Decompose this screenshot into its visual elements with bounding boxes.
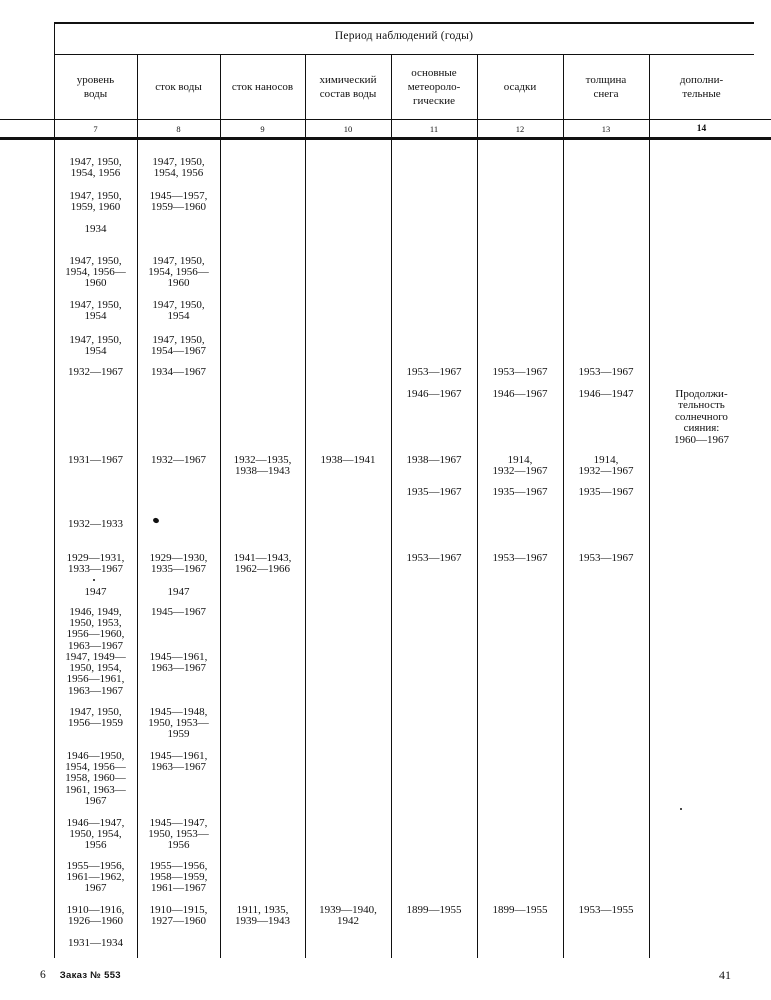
table-cell: 1935—1967: [492, 486, 548, 498]
column-header: осадки: [503, 81, 537, 93]
table-cell: 1955—1956, 1961—1962, 1967: [66, 860, 125, 895]
table-cell: 1910—1916, 1926—1960: [66, 904, 125, 928]
table-cell: 1946—1967: [406, 388, 462, 400]
table-cell: 1945—1961, 1963—1967: [149, 750, 208, 774]
table-cell: 1914, 1932—1967: [492, 454, 548, 478]
table-cell: 1945—1961, 1963—1967: [149, 651, 208, 675]
table-cell: 1946—1947: [578, 388, 634, 400]
table-cell: 1947, 1950, 1959, 1960: [69, 190, 122, 214]
table-cell: 1953—1967: [492, 552, 548, 564]
table-cell: 1931—1967: [68, 454, 123, 466]
column-number: 11: [429, 123, 439, 134]
table-cell: 1946—1967: [492, 388, 548, 400]
column-number: 10: [343, 123, 353, 134]
table-cell: 1935—1967: [578, 486, 634, 498]
body-column-divider: [649, 140, 650, 958]
column-number: 8: [176, 123, 181, 134]
column-header: химический состав воды: [319, 74, 377, 100]
table-cell: 1935—1967: [406, 486, 462, 498]
table-cell: 1953—1955: [578, 904, 634, 916]
table-cell: 1938—1967: [406, 454, 462, 466]
table-cell: 1947: [167, 586, 190, 598]
page-footer-left: [40, 969, 121, 981]
table-cell: 1947, 1950, 1954: [69, 334, 122, 358]
table-cell: 1929—1931, 1933—1967: [66, 552, 125, 576]
column-header: основные метеороло- гические: [407, 67, 461, 107]
page-number: 41: [719, 968, 731, 982]
table-cell: 1899—1955: [492, 904, 548, 916]
column-header: уровень воды: [76, 74, 115, 100]
table-cell: 1911, 1935, 1939—1943: [235, 904, 290, 928]
table-cell: 1932—1967: [68, 366, 123, 378]
header-bottom-rule: [0, 137, 771, 140]
table-cell: 1932—1933: [68, 518, 123, 530]
body-column-divider: [391, 140, 392, 958]
table-cell: 1947, 1950, 1954: [152, 299, 205, 323]
column-number: 13: [601, 123, 611, 134]
table-cell: 1934: [84, 223, 107, 235]
table-cell: Продолжи- тельность солнечного сияния: 1960—1967: [674, 388, 729, 446]
table-cell: 1914, 1932—1967: [578, 454, 634, 478]
table-cell: 1931—1934: [68, 937, 123, 949]
table-cell: 1953—1967: [578, 366, 634, 378]
table-cell: 1953—1967: [406, 366, 462, 378]
table-cell: 1953—1967: [492, 366, 548, 378]
table-cell: 1945—1967: [151, 606, 206, 618]
print-mark: [680, 808, 682, 810]
table-cell: 1945—1957, 1959—1960: [149, 190, 208, 214]
table-cell: 1932—1935, 1938—1943: [233, 454, 292, 478]
signature-mark: 6: [40, 969, 46, 981]
column-number-rule: [0, 119, 771, 120]
table-cell: 1941—1943, 1962—1966: [233, 552, 292, 576]
table-cell: 1955—1956, 1958—1959, 1961—1967: [149, 860, 208, 895]
table-cell: 1947, 1950, 1954, 1956: [69, 156, 122, 180]
column-number: 14: [696, 123, 707, 134]
column-header: толщина снега: [585, 74, 627, 100]
table-cell: 1946, 1949, 1950, 1953, 1956—1960, 1963—1967: [66, 606, 125, 652]
table-cell: 1938—1941: [320, 454, 376, 466]
table-cell: 1947, 1950, 1954: [69, 299, 122, 323]
column-number: 12: [515, 123, 525, 134]
table-cell: 1934—1967: [151, 366, 206, 378]
table-cell: 1932—1967: [151, 454, 206, 466]
print-mark: [152, 517, 159, 524]
table-top-rule: [54, 22, 754, 24]
column-header: сток наносов: [231, 81, 294, 93]
observation-period-title: Период наблюдений (годы): [334, 30, 474, 42]
table-cell: 1947, 1950, 1956—1959: [68, 706, 123, 730]
table-cell: 1953—1967: [578, 552, 634, 564]
table-cell: 1946—1950, 1954, 1956— 1958, 1960— 1961, 1963— 1967: [65, 750, 126, 807]
column-header: сток воды: [155, 81, 202, 93]
body-column-divider: [305, 140, 306, 958]
table-cell: 1947, 1949— 1950, 1954, 1956—1961, 1963—1967: [65, 651, 126, 697]
table-cell: 1910—1915, 1927—1960: [149, 904, 208, 928]
column-header: дополни- тельные: [679, 74, 724, 100]
body-column-divider: [220, 140, 221, 958]
table-cell: 1945—1947, 1950, 1953— 1956: [148, 817, 209, 852]
table-cell: 1929—1930, 1935—1967: [149, 552, 208, 576]
table-cell: 1947, 1950, 1954, 1956: [152, 156, 205, 180]
print-order: Заказ № 553: [59, 970, 121, 981]
table-cell: 1939—1940, 1942: [319, 904, 377, 928]
column-number: 9: [260, 123, 265, 134]
table-cell: 1953—1967: [406, 552, 462, 564]
table-cell: 1947, 1950, 1954—1967: [151, 334, 206, 358]
print-mark: [93, 579, 95, 581]
table-cell: 1899—1955: [406, 904, 462, 916]
column-number: 7: [93, 123, 98, 134]
table-cell: 1947, 1950, 1954, 1956— 1960: [65, 255, 126, 290]
table-cell: 1947: [84, 586, 107, 598]
table-cell: 1946—1947, 1950, 1954, 1956: [66, 817, 125, 852]
table-cell: 1945—1948, 1950, 1953— 1959: [148, 706, 209, 741]
body-column-divider: [563, 140, 564, 958]
body-column-divider: [477, 140, 478, 958]
table-cell: 1947, 1950, 1954, 1956— 1960: [148, 255, 209, 290]
